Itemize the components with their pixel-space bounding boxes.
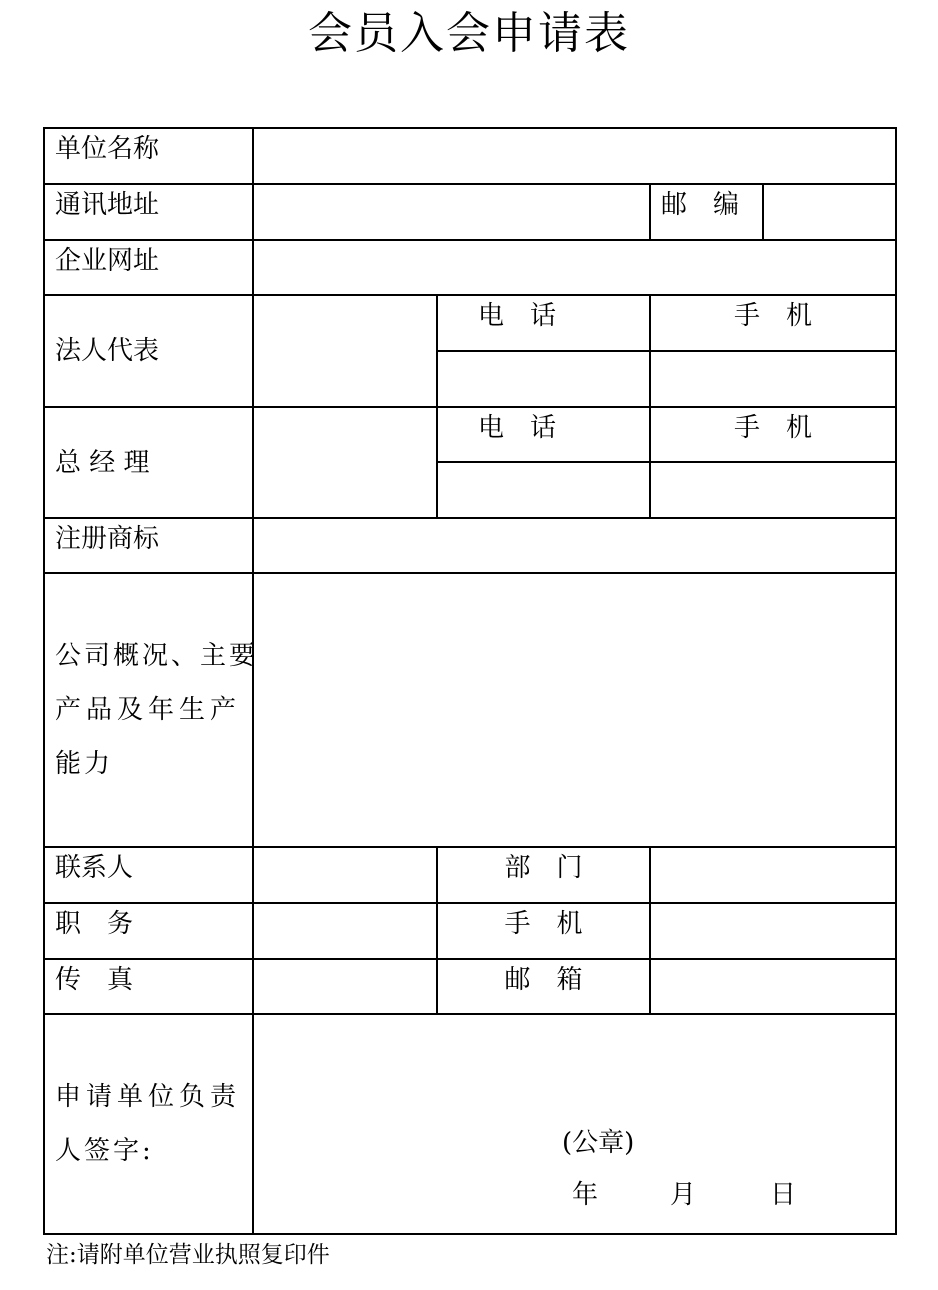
trademark-field[interactable]	[253, 518, 896, 573]
day-label: 日	[770, 1180, 797, 1210]
postcode-label: 邮 编	[650, 184, 763, 240]
month-label: 月	[670, 1180, 697, 1210]
general-manager-phone-label: 电 话	[437, 407, 650, 462]
position-field[interactable]	[253, 903, 437, 959]
address-label: 通讯地址	[44, 184, 253, 240]
signature-field[interactable]	[253, 1014, 896, 1234]
signature-label-line-1: 申请单位负责	[55, 1082, 242, 1112]
website-label: 企业网址	[44, 240, 253, 295]
signature-label	[44, 1014, 253, 1234]
department-field[interactable]	[650, 847, 896, 903]
general-manager-mobile-field[interactable]	[650, 462, 896, 518]
overview-field[interactable]	[253, 573, 896, 847]
position-label: 职 务	[44, 903, 253, 959]
row-gm-header	[44, 407, 896, 462]
contact-field[interactable]	[253, 847, 437, 903]
email-label: 邮 箱	[437, 959, 650, 1014]
overview-label-line-2: 产品及年生产	[55, 695, 242, 725]
row-trademark	[44, 518, 896, 573]
contact-mobile-label: 手 机	[437, 903, 650, 959]
trademark-label: 注册商标	[44, 518, 253, 573]
application-form-table	[43, 127, 897, 1235]
legal-rep-phone-label: 电 话	[437, 295, 650, 351]
legal-rep-name-field[interactable]	[253, 295, 437, 407]
year-label: 年	[572, 1180, 599, 1210]
fax-field[interactable]	[253, 959, 437, 1014]
general-manager-label: 总 经 理	[44, 407, 253, 518]
legal-rep-label: 法人代表	[44, 295, 253, 407]
legal-rep-mobile-label: 手 机	[650, 295, 896, 351]
row-contact	[44, 847, 896, 903]
signature-date	[572, 1177, 796, 1213]
legal-rep-phone-field[interactable]	[437, 351, 650, 407]
unit-name-field[interactable]	[253, 128, 896, 184]
row-website	[44, 240, 896, 295]
signature-label-line-2: 人签字:	[55, 1136, 154, 1166]
contact-mobile-field[interactable]	[650, 903, 896, 959]
overview-label	[44, 573, 259, 847]
general-manager-phone-field[interactable]	[437, 462, 650, 518]
unit-name-label: 单位名称	[44, 128, 253, 184]
row-legal-rep-header	[44, 295, 896, 351]
row-address	[44, 184, 896, 240]
page-title: 会员入会申请表	[308, 8, 630, 59]
row-unit-name	[44, 128, 896, 184]
address-field[interactable]	[253, 184, 650, 240]
row-signature	[44, 1014, 896, 1234]
row-overview	[44, 573, 896, 847]
overview-label-line-3: 能力	[55, 749, 114, 779]
row-fax	[44, 959, 896, 1014]
fax-label: 传 真	[44, 959, 253, 1014]
general-manager-mobile-label: 手 机	[650, 407, 896, 462]
overview-label-line-1: 公司概况、主要	[55, 641, 259, 671]
company-seal-label: (公章)	[562, 1128, 635, 1158]
department-label: 部 门	[437, 847, 650, 903]
website-field[interactable]	[253, 240, 896, 295]
attachment-note: 注:请附单位营业执照复印件	[46, 1242, 330, 1268]
email-field[interactable]	[650, 959, 896, 1014]
row-position	[44, 903, 896, 959]
contact-label: 联系人	[44, 847, 253, 903]
general-manager-name-field[interactable]	[253, 407, 437, 518]
legal-rep-mobile-field[interactable]	[650, 351, 896, 407]
postcode-field[interactable]	[763, 184, 896, 240]
